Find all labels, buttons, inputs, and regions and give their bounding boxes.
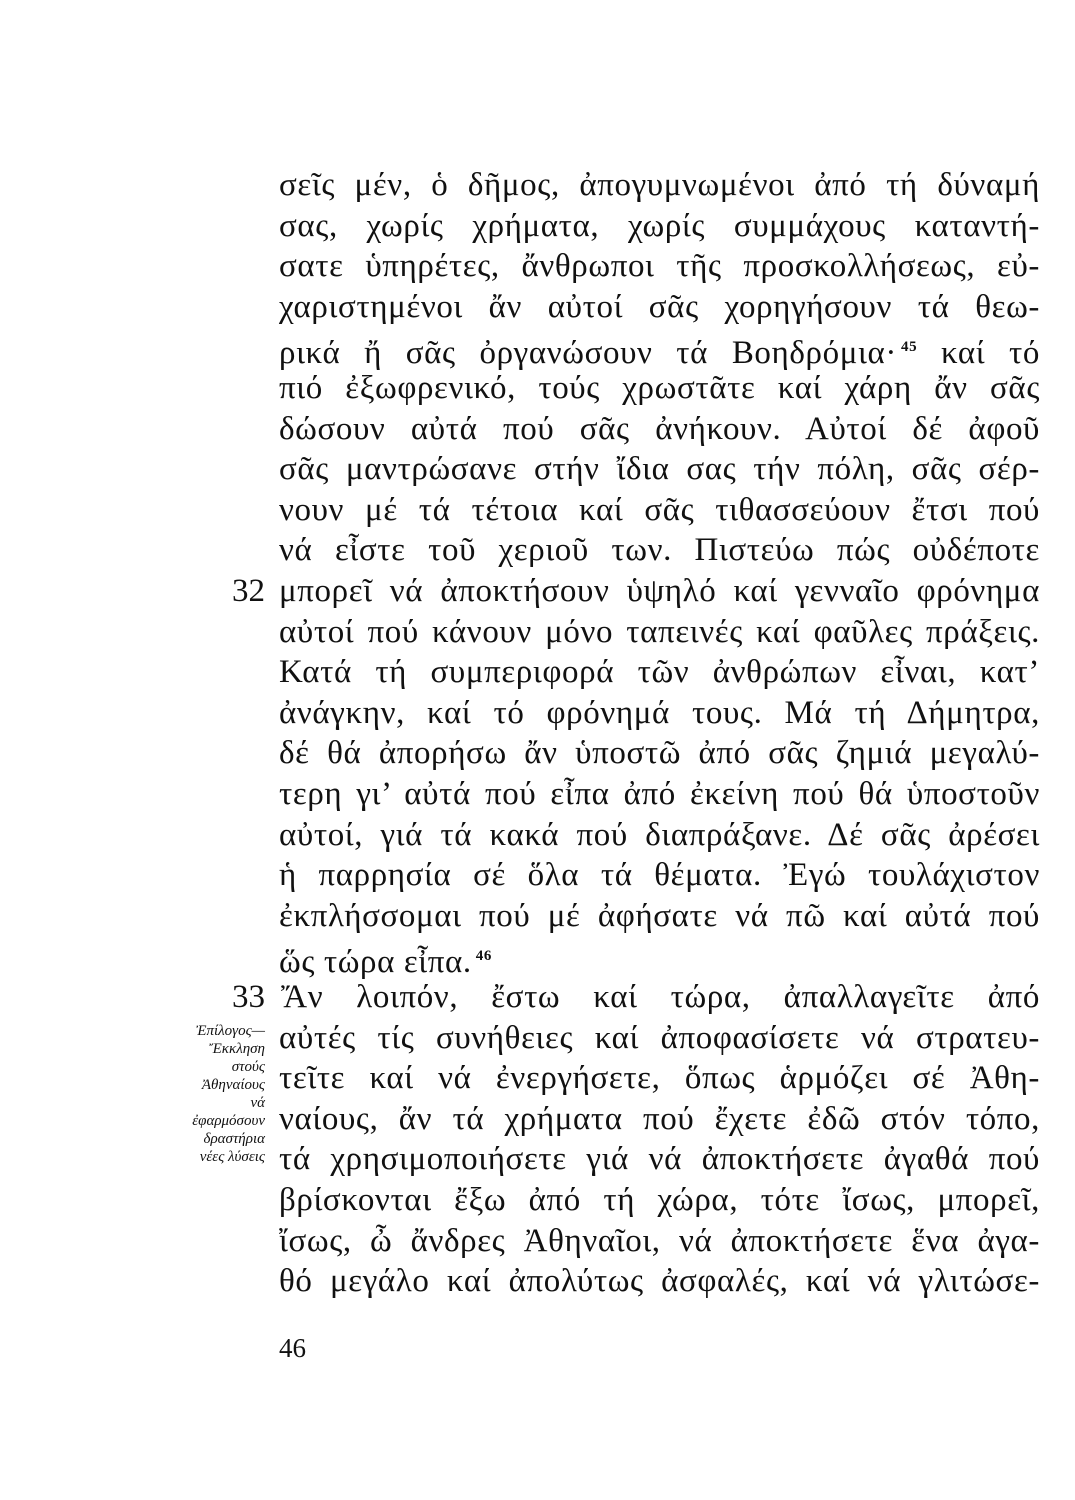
- text-line-content: χαριστημένοι ἄν αὐτοί σᾶς χορηγήσουν τά θεω-: [279, 288, 1040, 325]
- page-number: 46: [279, 1333, 306, 1363]
- text-line: [279, 1018, 1040, 1058]
- text-line-content: Ἄν λοιπόν, ἔστω καί τώρα, ἀπαλλαγεῖτε ἀπό: [281, 979, 1040, 1015]
- marginal-note-line: νέες λύσεις: [199, 1149, 265, 1165]
- text-line-content: αὐτοί, γιά τά κακά πού διαπράξανε. Δέ σᾶς ἀρέσει: [279, 816, 1040, 853]
- text-line: [279, 490, 1040, 530]
- text-line: [279, 368, 1040, 408]
- text-line: [279, 1099, 1040, 1139]
- text-line-content: ἐκπλήσσομαι πού μέ ἀφήσατε νά πῶ καί αὐτά πού: [279, 897, 1040, 934]
- text-line-content: δώσουν αὐτά πού σᾶς ἀνήκουν. Αὐτοί δέ ἀφοῦ: [279, 410, 1040, 447]
- text-line: [279, 246, 1040, 286]
- text-line: [279, 1058, 1040, 1098]
- footnote-marker: 46: [475, 948, 492, 965]
- text-line-content: τερη γι’ αὐτά πού εἶπα ἀπό ἐκείνη πού θά ὑποστοῦν: [279, 776, 1040, 812]
- text-line: [279, 1221, 1040, 1261]
- marginal-note: [180, 1022, 265, 1166]
- text-line: [279, 855, 1040, 895]
- text-line-content: δέ θά ἀπορήσω ἄν ὑποστῶ ἀπό σᾶς ζημιά μεγαλύ-: [279, 735, 1040, 772]
- text-line: [279, 733, 1040, 773]
- marginal-note-line: νά: [250, 1095, 265, 1111]
- text-line-content: αὐτοί πού κάνουν μόνο ταπεινές καί φαῦλες πράξεις.: [279, 613, 1040, 650]
- text-line-content: νά εἶστε τοῦ χεριοῦ των. Πιστεύω πώς οὐδέποτε: [279, 532, 1040, 569]
- text-line: [279, 693, 1040, 733]
- footnote-marker: 45: [900, 339, 918, 356]
- text-line-content: σεῖς μέν, ὁ δῆμος, ἀπογυμνωμένοι ἀπό τή δύναμή: [279, 167, 1040, 203]
- text-line-content: βρίσκονται ἔξω ἀπό τή χώρα, τότε ἴσως, μπορεῖ,: [279, 1182, 1040, 1218]
- text-line-content: Κατά τή συμπεριφορά τῶν ἀνθρώπων εἶναι, κατ’: [279, 654, 1040, 691]
- text-line-content: ὥς τώρα εἶπα.: [279, 944, 472, 981]
- text-line-content: σατε ὑπηρέτες, ἄνθρωποι τῆς προσκολλήσεως, εὐ-: [279, 248, 1040, 285]
- text-line: [279, 1180, 1040, 1220]
- text-line: [279, 977, 1040, 1017]
- text-line: [279, 571, 1040, 611]
- text-line: [279, 612, 1040, 652]
- text-line-content: νουν μέ τά τέτοια καί σᾶς τιθασσεύουν ἔτσι πού: [279, 491, 1040, 528]
- text-line-content: ἴσως, ὦ ἄνδρες Ἀθηναῖοι, νά ἀποκτήσετε ἕνα ἀγα-: [279, 1222, 1040, 1259]
- text-line-content: ἡ παρρησία σέ ὅλα τά θέματα. Ἐγώ τουλάχιστον: [279, 857, 1040, 894]
- text-line: [279, 206, 1040, 246]
- text-line-content: τά χρησιμοποιήσετε γιά νά ἀποκτήσετε ἀγαθά πού: [279, 1141, 1040, 1178]
- text-line: [279, 327, 1040, 372]
- text-line-content: σᾶς μαντρώσανε στήν ἴδια σας τήν πόλη, σᾶς σέρ-: [279, 451, 1040, 488]
- text-line-content: ναίους, ἄν τά χρήματα πού ἔχετε ἐδῶ στόν τόπο,: [279, 1100, 1040, 1137]
- section-number: 33: [232, 979, 265, 1015]
- text-line: [279, 530, 1040, 570]
- text-line: [279, 409, 1040, 449]
- marginal-note-line: Ἐπίλογος—: [195, 1023, 265, 1039]
- text-line: [279, 815, 1040, 855]
- text-line-content: πιό ἐξωφρενικό, τούς χρωστᾶτε καί χάρη ἄν σᾶς: [279, 370, 1040, 406]
- text-line: [279, 896, 1040, 936]
- marginal-note-line: στούς: [231, 1059, 265, 1075]
- text-line: [279, 449, 1040, 489]
- text-line: [279, 652, 1040, 692]
- text-line-continuation: καί τό: [940, 335, 1040, 372]
- text-line-content: ἀνάγκην, καί τό φρόνημά τους. Μά τή Δήμητρα,: [279, 694, 1040, 731]
- text-line: [279, 287, 1040, 327]
- text-line: [279, 774, 1040, 814]
- marginal-note-line: ἐφαρμόσουν: [192, 1113, 265, 1129]
- text-line: [279, 1261, 1040, 1301]
- text-line-content: τεῖτε καί νά ἐνεργήσετε, ὅπως ἁρμόζει σέ Ἀθη-: [279, 1060, 1040, 1097]
- text-line-content: σας, χωρίς χρήματα, χωρίς συμμάχους καταντή-: [279, 207, 1040, 244]
- text-line-content: θό μεγάλο καί ἀπολύτως ἀσφαλές, καί νά γλιτώσε-: [279, 1263, 1040, 1300]
- text-line-content: αὐτές τίς συνήθειες καί ἀποφασίσετε νά στρατευ-: [279, 1019, 1040, 1056]
- marginal-note-line: Ἀθηναίους: [201, 1077, 265, 1093]
- marginal-note-line: δραστήρια: [203, 1131, 265, 1147]
- marginal-note-line: Ἔκκληση: [208, 1041, 265, 1057]
- text-line-content: μπορεῖ νά ἀποκτήσουν ὑψηλό καί γενναῖο φρόνημα: [279, 573, 1040, 609]
- text-line: [279, 1139, 1040, 1179]
- text-line-content: ρικά ἤ σᾶς ὀργανώσουν τά Βοηδρόμια·: [279, 335, 897, 372]
- section-number: 32: [232, 573, 265, 609]
- text-line: [279, 165, 1040, 205]
- text-line: [279, 936, 1040, 981]
